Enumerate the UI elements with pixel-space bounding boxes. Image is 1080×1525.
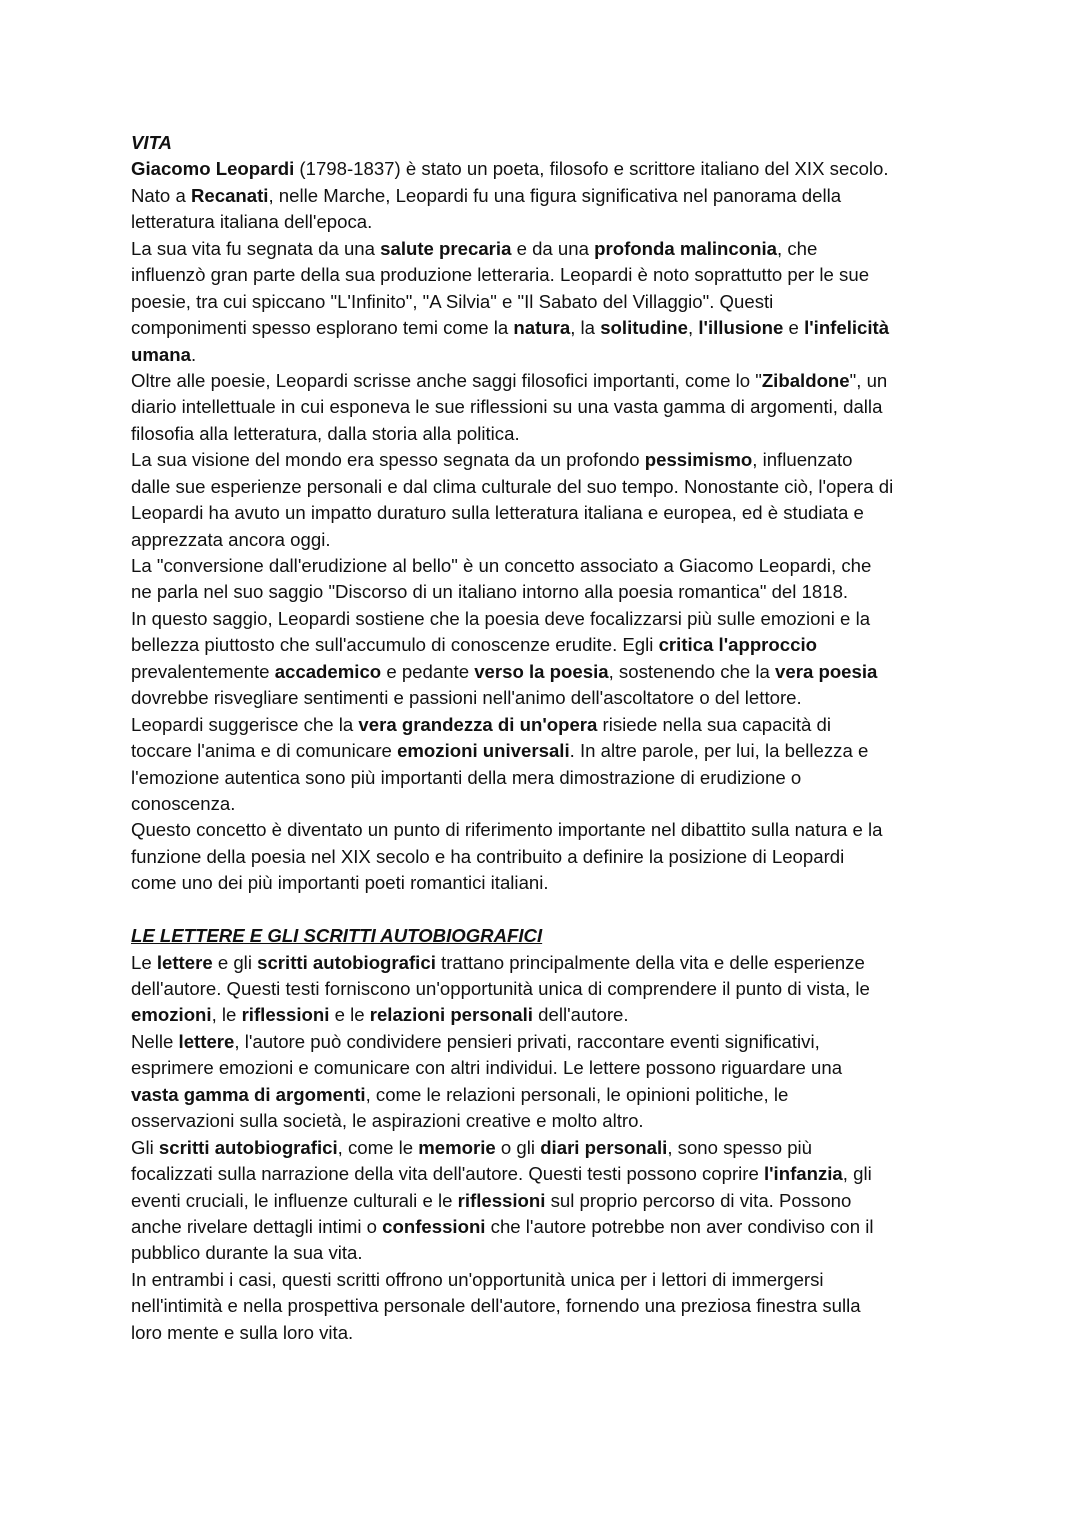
text-line [131,1161,893,1187]
text-line [131,1082,893,1108]
bold-text: vera grandezza di un'opera [358,713,598,735]
text-segment: , sostenendo che la [608,660,776,682]
text-line [131,1267,893,1293]
text-segment: La "conversione dall'erudizione al bello" è un concetto associato a Giacomo Leopardi, che [131,555,872,576]
text-segment: dell'autore. [532,1004,629,1026]
text-segment: Leopardi ha avuto un impatto duraturo sulla letteratura italiana e europea, ed è studiata e [131,502,864,524]
text-line [131,1214,893,1240]
text-segment: influenzò gran parte della sua produzione letteraria. Leopardi è noto soprattutto per le sue [131,264,870,286]
text-segment: , come le relazioni personali, le opinioni politiche, le [365,1083,789,1105]
text-line [131,1002,893,1028]
text-line [131,500,893,526]
text-segment: filosofia alla letteratura, dalla storia alla politica. [131,422,520,444]
text-segment: sul proprio percorso di vita. Possono [545,1189,852,1211]
text-line [131,606,893,632]
text-segment: risiede nella sua capacità di [597,713,831,735]
bold-text: scritti autobiografici [257,951,436,973]
bold-text: solitudine [600,317,689,339]
text-segment: nell'intimità e nella prospettiva personale dell'autore, fornendo una preziosa finestra sulla [131,1295,861,1317]
text-line [131,1029,893,1055]
text-line [131,368,893,394]
bold-text: accademico [274,660,382,682]
text-line [131,342,893,368]
bold-text: l'illusione [698,317,784,339]
text-segment: apprezzata ancora oggi. [131,528,331,550]
bold-text: riflessioni [457,1189,546,1211]
text-segment: eventi cruciali, le influenze culturali e le [131,1189,458,1211]
bold-text: Giacomo Leopardi [131,158,295,180]
text-segment: poesie, tra cui spiccano "L'Infinito", "A Silvia" e "Il Sabato del Villaggio". Questi [131,290,774,312]
text-segment: e gli [212,951,258,973]
text-line [131,289,893,315]
text-line [131,1135,893,1161]
text-segment: Le [131,951,157,973]
text-segment: La sua vita fu segnata da una [131,237,381,259]
bold-text: pessimismo [644,449,753,471]
text-segment: , le [211,1004,242,1026]
text-line [131,1188,893,1214]
text-segment: funzione della poesia nel XIX secolo e ha contribuito a definire la posizione di Leopardi [131,845,845,867]
section-spacer [131,897,893,923]
text-segment: La sua visione del mondo era spesso segnata da un profondo [131,449,645,471]
text-segment: dovrebbe risvegliare sentimenti e passioni nell'animo dell'ascoltatore o del lettore. [131,687,802,709]
bold-text: verso la poesia [474,660,609,682]
text-segment: , che [776,237,818,259]
text-segment: Questo concetto è diventato un punto di riferimento importante nel dibattito sulla natura e la [131,819,883,841]
text-line [131,1108,893,1134]
text-line [131,1293,893,1319]
text-segment: ", un [849,369,888,391]
text-segment: Gli [131,1136,159,1158]
text-line [131,712,893,738]
text-segment: l'emozione autentica sono più importanti della mera dimostrazione di erudizione o [131,766,802,788]
bold-text: emozioni [131,1004,212,1026]
bold-text: riflessioni [241,1004,330,1026]
text-segment: che l'autore potrebbe non aver condiviso con il [485,1215,874,1237]
section-heading: LE LETTERE E GLI SCRITTI AUTOBIOGRAFICI [131,925,543,947]
text-segment: conoscenza. [131,792,236,814]
text-segment: e le [329,1004,370,1026]
bold-text: salute precaria [380,237,512,259]
text-segment: dell'autore. Questi testi forniscono un'opportunità unica di comprendere il punto di vista, le [131,978,870,999]
text-line [131,844,893,870]
text-line [131,579,893,605]
text-line [131,870,893,896]
text-line [131,1240,893,1266]
text-segment: . [190,343,197,365]
text-segment: Nelle [131,1030,179,1052]
text-segment: (1798-1837) è stato un poeta, filosofo e scrittore italiano del XIX secolo. [294,158,889,180]
text-line [131,236,893,262]
text-segment: , la [570,317,601,339]
text-segment: diario intellettuale in cui esponeva le sue riflessioni su una vasta gamma di argomenti, dalla [131,396,883,418]
text-line [131,474,893,500]
text-segment: , l'autore può condividere pensieri privati, raccontare eventi significativi, [234,1030,820,1052]
text-line [131,738,893,764]
text-segment: , gli [842,1163,872,1185]
text-line [131,183,893,209]
text-segment: , influenzato [752,449,853,471]
text-line [131,156,893,182]
bold-text: confessioni [382,1215,486,1237]
text-segment: ne parla nel suo saggio "Discorso di un italiano intorno alla poesia romantica" del 1818. [131,581,849,603]
bold-text: memorie [418,1136,496,1158]
text-line [131,976,893,1002]
text-segment: o gli [495,1136,541,1158]
text-segment: loro mente e sulla loro vita. [131,1321,354,1343]
bold-text: emozioni universali [397,740,570,762]
text-line [131,262,893,288]
bold-text: diari personali [540,1136,668,1158]
bold-text: umana [131,343,191,365]
text-line [131,527,893,553]
bold-text: lettere [156,951,213,973]
text-segment: In questo saggio, Leopardi sostiene che la poesia deve focalizzarsi più sulle emozioni e la [131,607,871,629]
bold-text: l'infelicità [804,317,890,339]
text-segment: , [688,317,699,339]
text-line [131,765,893,791]
text-segment: . In altre parole, per lui, la bellezza e [569,740,869,762]
text-segment: letteratura italiana dell'epoca. [131,211,373,233]
text-segment: focalizzati sulla narrazione della vita dell'autore. Questi testi possono coprire [131,1163,764,1185]
text-segment: esprimere emozioni e comunicare con altri individui. Le lettere possono riguardare una [131,1057,843,1079]
bold-text: natura [513,317,571,339]
text-segment: prevalentemente [131,660,275,682]
text-line [131,315,893,341]
bold-text: relazioni personali [369,1004,533,1026]
text-line [131,553,893,579]
bold-text: vasta gamma di argomenti [131,1083,366,1105]
text-line [131,817,893,843]
text-line [131,659,893,685]
text-line [131,632,893,658]
text-segment: , come le [337,1136,419,1158]
bold-text: l'infanzia [763,1163,843,1185]
text-segment: , nelle Marche, Leopardi fu una figura significativa nel panorama della [268,184,842,206]
bold-text: Recanati [190,184,269,206]
text-line [131,685,893,711]
bold-text: lettere [178,1030,235,1052]
text-segment: Nato a [131,184,191,206]
text-segment: Oltre alle poesie, Leopardi scrisse anche saggi filosofici importanti, come lo " [131,369,762,391]
text-segment: come uno dei più importanti poeti romantici italiani. [131,872,549,894]
text-segment: Leopardi suggerisce che la [131,713,359,735]
text-line [131,394,893,420]
text-segment: e [783,317,805,339]
text-segment: In entrambi i casi, questi scritti offrono un'opportunità unica per i lettori di immergersi [131,1268,824,1290]
text-segment: anche rivelare dettagli intimi o [131,1215,383,1237]
text-line [131,447,893,473]
document-page [131,130,893,1346]
text-segment: pubblico durante la sua vita. [131,1242,363,1264]
text-line [131,421,893,447]
bold-text: critica l'approccio [658,634,817,656]
text-segment: dalle sue esperienze personali e dal clima culturale del suo tempo. Nonostante ciò, l'opera di [131,475,894,497]
bold-text: vera poesia [775,660,878,682]
text-segment: e da una [511,237,595,259]
bold-text: Zibaldone [761,369,850,391]
text-line [131,1055,893,1081]
text-segment: toccare l'anima e di comunicare [131,740,398,762]
bold-text: scritti autobiografici [158,1136,338,1158]
text-line [131,950,893,976]
text-segment: osservazioni sulla società, le aspirazioni creative e molto altro. [131,1110,644,1132]
text-line [131,1320,893,1346]
text-segment: bellezza piuttosto che sull'accumulo di conoscenze erudite. Egli [131,634,659,656]
text-segment: trattano principalmente della vita e delle esperienze [435,951,865,973]
text-segment: e pedante [381,660,475,682]
text-segment: , sono spesso più [667,1136,813,1158]
text-line [131,209,893,235]
bold-text: profonda malinconia [594,237,777,259]
text-line [131,791,893,817]
section-heading: VITA [131,132,172,153]
text-segment: componimenti spesso esplorano temi come la [131,317,514,339]
